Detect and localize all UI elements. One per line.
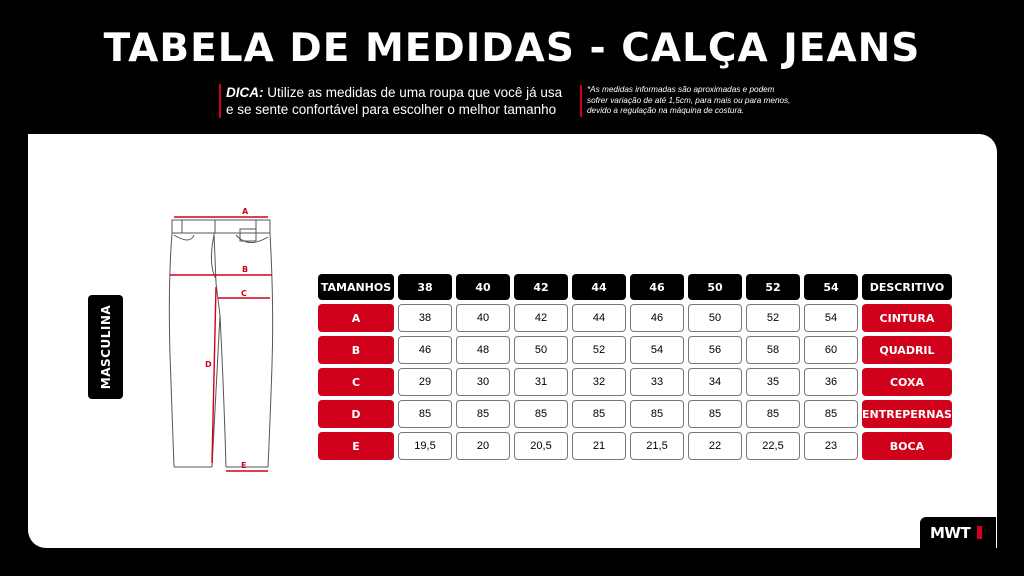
- table-row: [318, 432, 952, 460]
- row-description: COXA: [862, 368, 952, 396]
- tip-line-2: e se sente confortável para escolher o melhor tamanho: [226, 102, 557, 117]
- cell: 85: [630, 400, 684, 428]
- cell: 23: [804, 432, 858, 460]
- cell: 34: [688, 368, 742, 396]
- header-size-50: 50: [688, 274, 742, 300]
- cell: 30: [456, 368, 510, 396]
- table-row: [318, 368, 952, 396]
- cell: 42: [514, 304, 568, 332]
- cell: 52: [746, 304, 800, 332]
- cell: 19,5: [398, 432, 452, 460]
- header-size-40: 40: [456, 274, 510, 300]
- header-description: DESCRITIVO: [862, 274, 952, 300]
- table-row: [318, 400, 952, 428]
- cell: 38: [398, 304, 452, 332]
- gender-label: [88, 295, 123, 399]
- cell: 35: [746, 368, 800, 396]
- pants-diagram: [160, 205, 290, 480]
- row-description: ENTREPERNAS: [862, 400, 952, 428]
- cell: 85: [746, 400, 800, 428]
- disclaimer-note: [580, 85, 837, 117]
- gender-label-text: MASCULINA: [98, 304, 113, 390]
- header-size-46: 46: [630, 274, 684, 300]
- row-description: BOCA: [862, 432, 952, 460]
- header-size-54: 54: [804, 274, 858, 300]
- cell: 32: [572, 368, 626, 396]
- cell: 85: [804, 400, 858, 428]
- cell: 20: [456, 432, 510, 460]
- label-b: B: [242, 265, 249, 274]
- tip-prefix: DICA:: [226, 85, 264, 100]
- tip-line-1: Utilize as medidas de uma roupa que você já usa: [263, 85, 563, 100]
- row-label: C: [318, 368, 394, 396]
- cell: 31: [514, 368, 568, 396]
- row-description: CINTURA: [862, 304, 952, 332]
- row-label: A: [318, 304, 394, 332]
- row-description: QUADRIL: [862, 336, 952, 364]
- header-row: [318, 274, 952, 300]
- label-c: C: [241, 289, 247, 298]
- label-e: E: [241, 461, 247, 470]
- note-line-2: sofrer variação de até 1,5cm, para mais ou para menos,: [587, 95, 791, 105]
- header-size-38: 38: [398, 274, 452, 300]
- cell: 22: [688, 432, 742, 460]
- brand-logo-text: MWT: [930, 524, 971, 542]
- table-row: [318, 336, 952, 364]
- header-size-44: 44: [572, 274, 626, 300]
- cell: 56: [688, 336, 742, 364]
- cell: 50: [514, 336, 568, 364]
- note-line-3: devido a regulação na máquina de costura.: [587, 106, 745, 115]
- page-title: TABELA DE MEDIDAS - CALÇA JEANS: [103, 26, 921, 71]
- cell: 85: [514, 400, 568, 428]
- brand-logo-accent: [977, 526, 982, 539]
- note-line-1: *As medidas informadas são aproximadas e podem: [587, 85, 775, 94]
- cell: 85: [398, 400, 452, 428]
- cell: 22,5: [746, 432, 800, 460]
- cell: 46: [398, 336, 452, 364]
- cell: 52: [572, 336, 626, 364]
- label-d: D: [205, 360, 212, 369]
- label-a: A: [242, 207, 249, 216]
- header-size-42: 42: [514, 274, 568, 300]
- cell: 85: [688, 400, 742, 428]
- cell: 21: [572, 432, 626, 460]
- cell: 36: [804, 368, 858, 396]
- cell: 29: [398, 368, 452, 396]
- cell: 60: [804, 336, 858, 364]
- cell: 48: [456, 336, 510, 364]
- brand-logo: [920, 517, 996, 548]
- cell: 20,5: [514, 432, 568, 460]
- cell: 54: [804, 304, 858, 332]
- cell: 85: [456, 400, 510, 428]
- cell: 46: [630, 304, 684, 332]
- cell: 50: [688, 304, 742, 332]
- table-row: [318, 304, 952, 332]
- size-table: [314, 270, 956, 464]
- tip-text: [219, 84, 562, 118]
- cell: 21,5: [630, 432, 684, 460]
- cell: 85: [572, 400, 626, 428]
- cell: 33: [630, 368, 684, 396]
- header-sizes: TAMANHOS: [318, 274, 394, 300]
- cell: 54: [630, 336, 684, 364]
- row-label: B: [318, 336, 394, 364]
- cell: 44: [572, 304, 626, 332]
- row-label: D: [318, 400, 394, 428]
- row-label: E: [318, 432, 394, 460]
- cell: 40: [456, 304, 510, 332]
- cell: 58: [746, 336, 800, 364]
- header-size-52: 52: [746, 274, 800, 300]
